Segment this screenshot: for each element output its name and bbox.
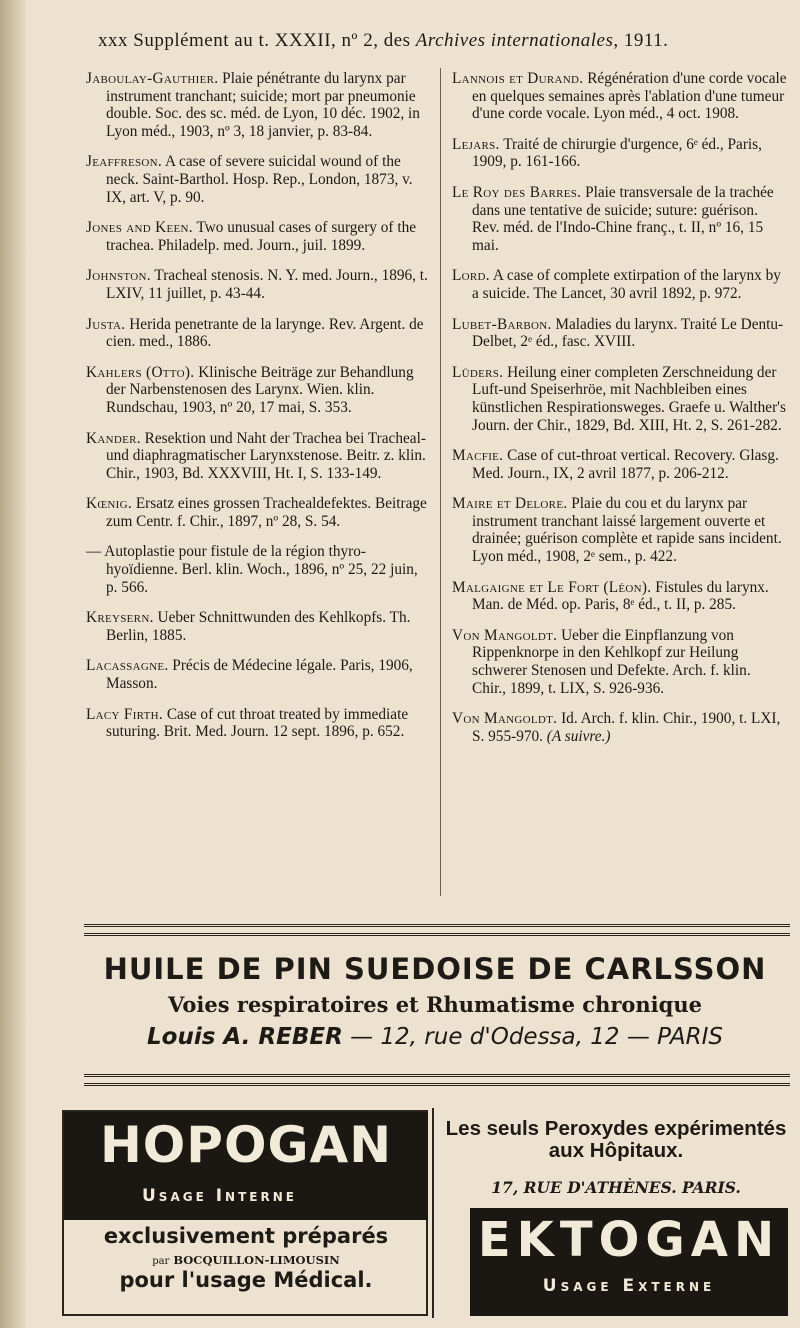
entry-author: Lord. [452,267,490,285]
bibliography-entry [452,267,788,302]
bibliography-entry [86,70,431,140]
huile-ad-street: — 12, rue d'Odessa, 12 — PARIS [342,1024,723,1050]
entry-author: Malgaigne et Le Fort (Léon). [452,578,652,596]
entry-text: Ueber die Einpflanzung von Rippenknorpe in den Kehlkopf zur Heilung schwerer Stenosen und Defekte. Arch. f. klin. Chir., 1899, t. LIX, S. 926-936. [472,626,751,697]
hopogan-ad-prefix: par [152,1256,170,1267]
huile-ad-subtitle: Voies respiratoires et Rhumatisme chronique [168,992,702,1017]
entry-text: Maladies du larynx. Traité Le Dentu-Delbet, 2ᵉ éd., fasc. XVIII. [472,315,784,351]
bibliography-entry [86,153,431,206]
bibliography-entry [86,219,431,254]
entry-author: Lejars. [452,135,500,153]
entry-author: Maire et Delore. [452,495,568,513]
bibliography-entry [86,316,431,351]
bibliography-entry [452,184,788,254]
entry-author: Lubet-Barbon. [452,315,552,333]
entry-text: Régénération d'une corde vocale en quelques semaines après l'ablation d'une tumeur d'une corde vocale. Lyon méd., 4 oct. 1908. [472,70,787,123]
ad-vertical-divider [432,1108,434,1318]
huile-ad-company: Louis A. REBER [147,1024,343,1050]
ektogan-ad-usage: Usage Externe [542,1276,716,1296]
huile-ad-title: HUILE DE PIN SUEDOISE DE CARLSSON [103,952,767,986]
bibliography-entry [452,316,788,351]
entry-text: Tracheal stenosis. N. Y. med. Journ., 1896, t. LXIV, 11 juillet, p. 43-44. [106,267,428,302]
entry-text: Fistules du larynx. Man. de Méd. op. Paris, 8ᵉ éd., t. II, p. 285. [472,578,769,614]
entry-text: Ueber Schnittwunden des Kehlkopfs. Th. Berlin, 1885. [106,609,411,644]
entry-author: Von Mangoldt. [452,710,558,728]
entry-author: Lacy Firth. [86,705,164,723]
bibliography-entry [452,70,788,123]
ad-rule-mid-2 [84,1083,790,1086]
bibliography-entry [452,579,788,614]
ad-rule-top-2 [84,933,790,936]
entry-author: Johnston. [86,267,151,285]
bibliography-entry [452,364,788,434]
entry-text: Two unusual cases of surgery of the trachea. Philadelp. med. Journ., juil. 1899. [106,219,417,254]
entry-text: Précis de Médecine légale. Paris, 1906, Masson. [106,657,413,693]
entry-author: Lacassagne. [86,657,169,675]
entry-text: Id. Arch. f. klin. Chir., 1900, t. LXI, S. 955-970. [472,710,781,745]
entry-author: Kander. [86,429,141,447]
entry-author: Jeaffreson. [86,153,163,171]
hopogan-ad-line1: exclusivement préparés [103,1224,389,1248]
entry-author: Macfie. [452,447,504,465]
entry-text: Case of cut-throat vertical. Recovery. Glasg. Med. Journ., IX, 2 avril 1877, p. 206-212. [472,447,779,482]
entry-text: Herida penetrante de la larynge. Rev. Argent. de cien. med., 1886. [106,315,424,351]
entry-text: Plaie pénétrante du larynx par instrument tranchant; suicide; mort par pneumonie double. Soc. des sc. méd. de Lyon, 10 déc. 1902, in Lyon méd., 1903, nº 3, 18 janvier, p. 83-84. [106,70,420,140]
bibliography-entry [86,706,431,741]
hopogan-ad-title: HOPOGAN [99,1116,393,1174]
bibliography-entry [86,543,431,596]
hopogan-ad-preparer: BOCQUILLON-LIMOUSIN [173,1253,340,1267]
hopogan-ad-usage: Usage Interne [142,1186,297,1206]
entry-text: — Autoplastie pour fistule de la région thyro-hyoïdienne. Berl. klin. Woch., 1896, nº 25, 22 juin, p. 566. [86,543,418,596]
entry-text: Case of cut throat treated by immediate suturing. Brit. Med. Journ. 12 sept. 1896, p. 652. [106,705,409,741]
bibliography-entry [452,710,788,745]
peroxydes-ad-address: 17, RUE D'ATHÈNES. PARIS. [491,1178,741,1197]
bibliography-entry [452,136,788,171]
bibliography-entry [86,267,431,302]
peroxydes-ad-headline: Les seuls Peroxydes expérimentés aux Hôpitaux. [445,1117,787,1162]
bibliography-entry [86,609,431,644]
bibliography-entry [86,364,431,417]
bibliography-entry [452,495,788,565]
book-binding-edge [0,0,26,1328]
entry-author: Le Roy des Barres. [452,183,582,201]
entry-author: Jones and Keen. [86,219,193,237]
entry-author: Jaboulay-Gauthier. [86,70,219,87]
hopogan-ad-banner [64,1112,428,1220]
entry-author: Kahlers (Otto). [86,363,195,381]
bibliography-entry [86,657,431,692]
bibliography-entry [86,495,431,530]
header-journal: Archives internationales [415,30,614,51]
right-column [452,70,788,758]
page-header [98,30,778,52]
entry-text: Klinische Beiträge zur Behandlung der Narbenstenosen des Larynx. Wien. klin. Rundschau, 1903, nº 20, 17 mai, S. 353. [106,363,414,416]
entry-author: Justa. [86,315,126,333]
ad-rule-mid [84,1074,790,1077]
column-divider [440,68,441,896]
to-be-continued-note: (A suivre.) [546,727,611,745]
entry-author: Lüders. [452,363,504,381]
hopogan-ad-line3: pour l'usage Médical. [119,1268,373,1292]
ektogan-ad-banner [470,1208,788,1316]
header-prefix: xxx Supplément au t. XXXII, nº 2, des [98,30,416,51]
entry-text: A case of severe suicidal wound of the neck. Saint-Barthol. Hosp. Rep., London, 1873, v. IX, art. V, p. 90. [106,153,413,206]
entry-author: Lannois et Durand. [452,70,584,87]
entry-text: Plaie du cou et du larynx par instrument tranchant laissé largement ouverte et drainée; guérison complète et rapide sans incident. Lyon méd., 1908, 2ᵉ sem., p. 422. [472,495,782,566]
entry-text: Resektion und Naht der Trachea bei Tracheal-und diaphragmatischer Larynxstenose. Beitr. z. klin. Chir., 1903, Bd. XXXVIII, Ht. I, S. 133-149. [106,429,426,482]
hopogan-ad-preparer-line [64,1253,428,1267]
entry-author: Kœnig. [86,495,133,513]
entry-text: Ersatz eines grossen Trachealdefektes. Beitrage zum Centr. f. Chir., 1897, nº 28, S. 54. [106,495,427,530]
bibliography-entry [452,627,788,697]
entry-text: A case of complete extirpation of the larynx by a suicide. The Lancet, 30 avril 1892, p. 972. [472,267,781,302]
ektogan-ad-title: EKTOGAN [477,1212,781,1268]
entry-author: Von Mangoldt. [452,626,558,644]
left-column [86,70,431,754]
entry-author: Kreysern. [86,609,154,627]
entry-text: Heilung einer completen Zerschneidung der Luft-und Speiserhröe, mit Nachbleiben eines künstlichen Respirationsweges. Graefe u. Walther's Journ. der Chir., 1829, Bd. XIII, Ht. 2, S. 261-282. [472,363,786,434]
ad-rule-top [84,924,790,927]
huile-ad-address [80,1024,790,1050]
bibliography-entry [86,430,431,483]
entry-text: Traité de chirurgie d'urgence, 6ᵉ éd., Paris, 1909, p. 161-166. [472,135,762,171]
header-year: , 1911. [613,30,669,51]
bibliography-entry [452,447,788,482]
entry-text: Plaie transversale de la trachée dans une tentative de suicide; suture: guérison. Rev. méd. de l'Indo-Chine franç., t. II, nº 16, 15 mai. [472,183,774,254]
